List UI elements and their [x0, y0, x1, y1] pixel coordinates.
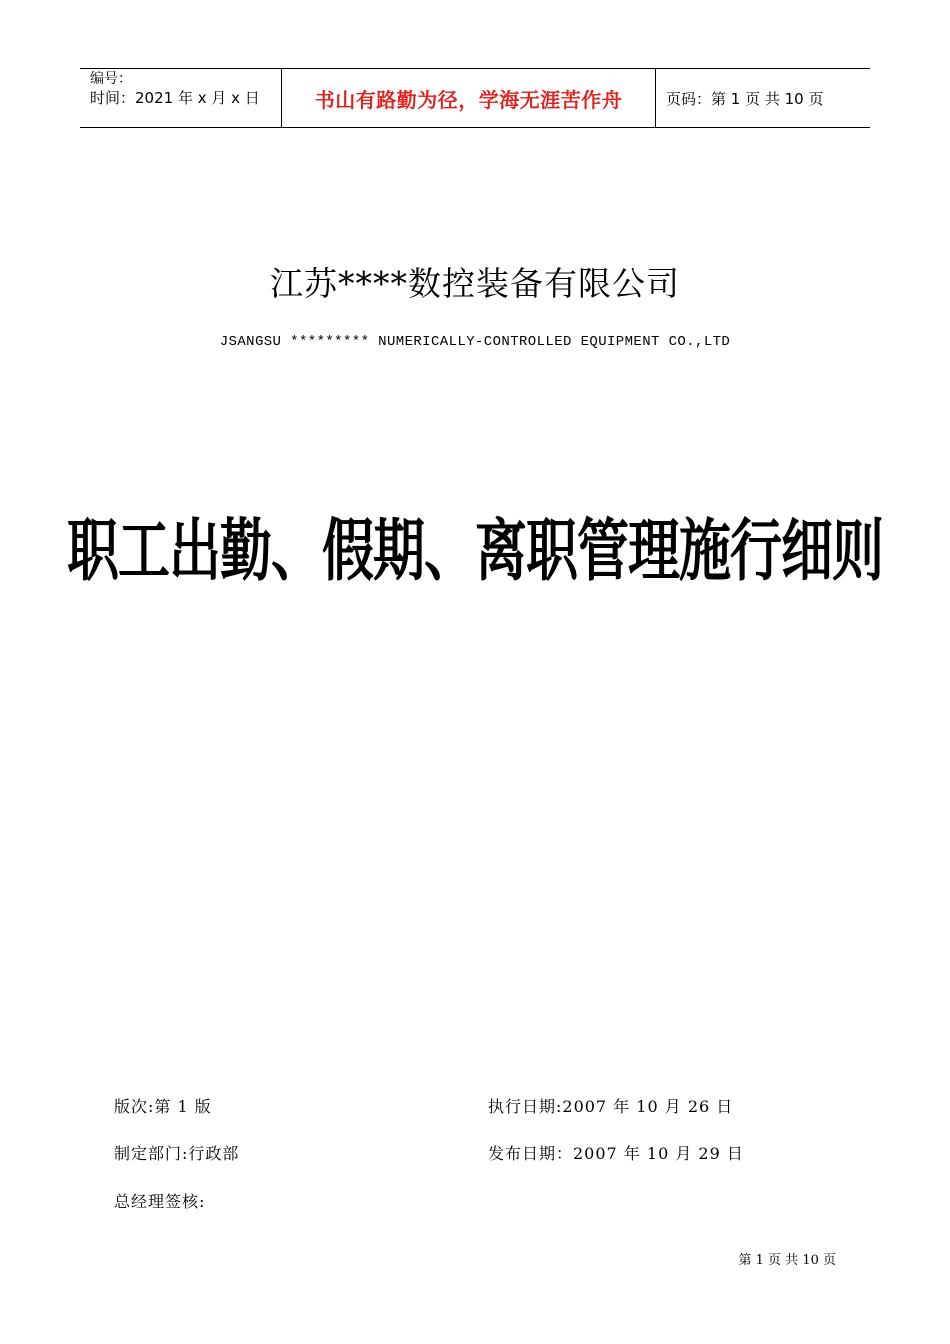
release-date-label: 发布日期：2007 年 10 月 29 日 — [488, 1144, 744, 1163]
edition-label: 版次:第 1 版 — [114, 1097, 212, 1116]
footer-page-number: 第 1 页 共 10 页 — [738, 1253, 836, 1268]
page-header-table — [80, 68, 870, 128]
company-name-chinese: 江苏****数控装备有限公司 — [270, 264, 680, 303]
header-motto: 书山有路勤为径，学海无涯苦作舟 — [314, 87, 623, 112]
gm-approval-label: 总经理签核: — [114, 1192, 206, 1211]
company-name-english: JSANGSU ********* NUMERICALLY-CONTROLLED EQUIPMENT CO.,LTD — [219, 334, 731, 350]
serial-number-label: 编号： — [90, 71, 132, 87]
department-label: 制定部门:行政部 — [114, 1144, 240, 1163]
header-page-info: 页码：第 1 页 共 10 页 — [666, 89, 824, 108]
time-label: 时间：2021 年 x 月 x 日 — [90, 89, 260, 107]
header-left-cell — [80, 69, 282, 127]
header-motto-cell — [282, 69, 656, 127]
document-title: 职工出勤、假期、离职管理施行细则 — [66, 513, 883, 591]
effective-date-label: 执行日期:2007 年 10 月 26 日 — [488, 1097, 734, 1116]
header-page-cell — [656, 69, 870, 127]
